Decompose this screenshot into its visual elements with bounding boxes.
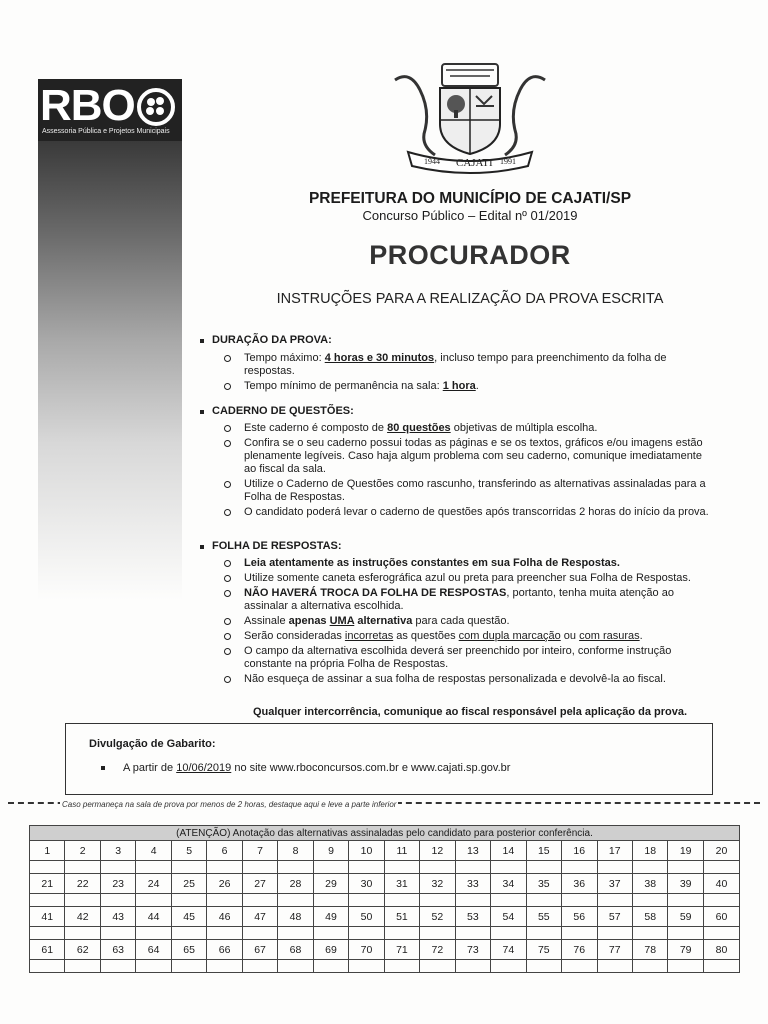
answer-row xyxy=(30,960,740,973)
answer-cell[interactable] xyxy=(491,927,526,940)
answer-cell[interactable] xyxy=(171,894,206,907)
answer-sheet-header: (ATENÇÃO) Anotação das alternativas assinaladas pelo candidato para posterior conferência. xyxy=(30,826,740,841)
section-heading xyxy=(200,334,710,347)
logo-circle-icon xyxy=(136,87,176,127)
answer-cell[interactable] xyxy=(242,861,277,874)
number-row xyxy=(30,874,740,894)
list-item: Assinale apenas UMA alternativa para cada questão. xyxy=(200,615,710,628)
list-item: Tempo máximo: 4 horas e 30 minutos, incluso tempo para preenchimento da folha de respostas. xyxy=(200,352,710,378)
answer-cell[interactable] xyxy=(455,894,490,907)
question-number-cell: 65 xyxy=(171,940,206,960)
question-number-cell: 53 xyxy=(455,907,490,927)
answer-cell[interactable] xyxy=(420,927,455,940)
answer-cell[interactable] xyxy=(100,861,135,874)
answer-cell[interactable] xyxy=(384,960,419,973)
question-number-cell: 67 xyxy=(242,940,277,960)
answer-cell[interactable] xyxy=(491,861,526,874)
question-number-cell: 35 xyxy=(526,874,561,894)
question-number-cell: 27 xyxy=(242,874,277,894)
answer-cell[interactable] xyxy=(703,927,739,940)
question-number-cell: 79 xyxy=(668,940,703,960)
circle-bullet-icon xyxy=(224,509,231,516)
answer-cell[interactable] xyxy=(668,861,703,874)
circle-bullet-icon xyxy=(224,481,231,488)
section-title: CADERNO DE QUESTÕES: xyxy=(212,405,354,417)
answer-cell[interactable] xyxy=(100,894,135,907)
answer-cell[interactable] xyxy=(420,960,455,973)
answer-cell[interactable] xyxy=(278,927,313,940)
question-number-cell: 57 xyxy=(597,907,632,927)
logo-text: RBO xyxy=(40,81,135,130)
question-number-cell: 19 xyxy=(668,841,703,861)
answer-cell[interactable] xyxy=(455,927,490,940)
question-number-cell: 16 xyxy=(562,841,597,861)
question-number-cell: 60 xyxy=(703,907,739,927)
list-item: Leia atentamente as instruções constantes em sua Folha de Respostas. xyxy=(200,557,710,570)
question-number-cell: 28 xyxy=(278,874,313,894)
crest-right-year: 1991 xyxy=(500,157,516,166)
answer-cell[interactable] xyxy=(207,894,242,907)
answer-cell[interactable] xyxy=(136,960,171,973)
answer-row xyxy=(30,927,740,940)
answer-cell[interactable] xyxy=(30,894,65,907)
question-number-cell: 69 xyxy=(313,940,348,960)
answer-cell[interactable] xyxy=(100,960,135,973)
answer-cell[interactable] xyxy=(136,927,171,940)
answer-cell[interactable] xyxy=(668,960,703,973)
question-number-cell: 39 xyxy=(668,874,703,894)
question-number-cell: 45 xyxy=(171,907,206,927)
question-number-cell: 58 xyxy=(632,907,667,927)
question-number-cell: 6 xyxy=(207,841,242,861)
section-folha xyxy=(200,540,710,686)
answer-cell[interactable] xyxy=(30,861,65,874)
list-item: Não esqueça de assinar a sua folha de respostas personalizada e devolvê-la ao fiscal. xyxy=(200,673,710,686)
question-number-cell: 64 xyxy=(136,940,171,960)
question-number-cell: 1 xyxy=(30,841,65,861)
question-number-cell: 21 xyxy=(30,874,65,894)
question-number-cell: 40 xyxy=(703,874,739,894)
circle-bullet-icon xyxy=(224,440,231,447)
answer-cell[interactable] xyxy=(171,960,206,973)
answer-cell[interactable] xyxy=(703,960,739,973)
question-number-cell: 48 xyxy=(278,907,313,927)
question-number-cell: 47 xyxy=(242,907,277,927)
bullet-icon xyxy=(101,766,105,770)
question-number-cell: 22 xyxy=(65,874,100,894)
circle-bullet-icon xyxy=(224,425,231,432)
circle-bullet-icon xyxy=(224,560,231,567)
circle-bullet-icon xyxy=(224,618,231,625)
question-number-cell: 68 xyxy=(278,940,313,960)
answer-cell[interactable] xyxy=(65,861,100,874)
answer-cell[interactable] xyxy=(136,861,171,874)
section-title: FOLHA DE RESPOSTAS: xyxy=(212,540,342,552)
answer-cell[interactable] xyxy=(207,960,242,973)
question-number-cell: 31 xyxy=(384,874,419,894)
instructions-title: INSTRUÇÕES PARA A REALIZAÇÃO DA PROVA ESCRITA xyxy=(276,291,664,307)
question-number-cell: 36 xyxy=(562,874,597,894)
answer-cell[interactable] xyxy=(100,927,135,940)
answer-cell[interactable] xyxy=(491,894,526,907)
rbo-logo xyxy=(38,79,182,141)
answer-cell[interactable] xyxy=(278,861,313,874)
answer-sheet-table xyxy=(29,825,740,973)
answer-cell[interactable] xyxy=(171,861,206,874)
list-item: O candidato poderá levar o caderno de questões após transcorridas 2 horas do início da prova. xyxy=(200,506,710,519)
section-heading xyxy=(200,405,710,418)
question-number-cell: 9 xyxy=(313,841,348,861)
answer-cell[interactable] xyxy=(597,927,632,940)
answer-cell[interactable] xyxy=(207,861,242,874)
question-number-cell: 52 xyxy=(420,907,455,927)
answer-row xyxy=(30,894,740,907)
question-number-cell: 71 xyxy=(384,940,419,960)
answer-cell[interactable] xyxy=(420,861,455,874)
circle-bullet-icon xyxy=(224,355,231,362)
question-number-cell: 70 xyxy=(349,940,384,960)
crest-name: CAJATI xyxy=(456,157,493,169)
question-number-cell: 34 xyxy=(491,874,526,894)
question-number-cell: 2 xyxy=(65,841,100,861)
question-number-cell: 11 xyxy=(384,841,419,861)
logo-subtitle: Assessoria Pública e Projetos Municipais xyxy=(42,128,170,135)
list-item: Tempo mínimo de permanência na sala: 1 hora. xyxy=(200,380,710,393)
question-number-cell: 42 xyxy=(65,907,100,927)
question-number-cell: 72 xyxy=(420,940,455,960)
question-number-cell: 3 xyxy=(100,841,135,861)
answer-cell[interactable] xyxy=(597,861,632,874)
circle-bullet-icon xyxy=(224,676,231,683)
section-heading xyxy=(200,540,710,553)
list-item: Utilize o Caderno de Questões como rascunho, transferindo as alternativas assinaladas para a Folha de Respostas. xyxy=(200,478,710,504)
answer-cell[interactable] xyxy=(313,894,348,907)
answer-cell[interactable] xyxy=(632,960,667,973)
answer-cell[interactable] xyxy=(562,960,597,973)
bullet-icon xyxy=(200,545,204,549)
answer-cell[interactable] xyxy=(384,927,419,940)
question-number-cell: 15 xyxy=(526,841,561,861)
answer-cell[interactable] xyxy=(313,861,348,874)
cut-line-text: Caso permaneça na sala de prova por menos de 2 horas, destaque aqui e leve a parte inferior xyxy=(62,800,397,809)
answer-cell[interactable] xyxy=(384,861,419,874)
question-number-cell: 29 xyxy=(313,874,348,894)
circle-bullet-icon xyxy=(224,633,231,640)
question-number-cell: 10 xyxy=(349,841,384,861)
answer-cell[interactable] xyxy=(668,927,703,940)
answer-cell[interactable] xyxy=(349,927,384,940)
answer-cell[interactable] xyxy=(136,894,171,907)
question-number-cell: 23 xyxy=(100,874,135,894)
answer-cell[interactable] xyxy=(207,927,242,940)
question-number-cell: 13 xyxy=(455,841,490,861)
question-number-cell: 26 xyxy=(207,874,242,894)
question-number-cell: 4 xyxy=(136,841,171,861)
answer-cell[interactable] xyxy=(562,927,597,940)
left-gradient-strip xyxy=(38,79,182,600)
list-item: Serão consideradas incorretas as questões com dupla marcação ou com rasuras. xyxy=(200,630,710,643)
answer-cell[interactable] xyxy=(242,894,277,907)
section-duracao xyxy=(200,334,710,393)
number-row xyxy=(30,907,740,927)
question-number-cell: 33 xyxy=(455,874,490,894)
answer-cell[interactable] xyxy=(242,927,277,940)
role-title: PROCURADOR xyxy=(369,240,571,270)
list-item: NÃO HAVERÁ TROCA DA FOLHA DE RESPOSTAS, portanto, tenha muita atenção ao assinalar a alternativa escolhida. xyxy=(200,587,710,613)
answer-cell[interactable] xyxy=(384,894,419,907)
list-item: Utilize somente caneta esferográfica azul ou preta para preencher sua Folha de Respostas. xyxy=(200,572,710,585)
answer-cell[interactable] xyxy=(632,861,667,874)
gabarito-item: A partir de 10/06/2019 no site www.rboconcursos.com.br e www.cajati.sp.gov.br xyxy=(101,762,510,774)
question-number-cell: 5 xyxy=(171,841,206,861)
number-row xyxy=(30,940,740,960)
answer-cell[interactable] xyxy=(30,927,65,940)
question-number-cell: 41 xyxy=(30,907,65,927)
question-number-cell: 51 xyxy=(384,907,419,927)
bullet-icon xyxy=(200,339,204,343)
question-number-cell: 50 xyxy=(349,907,384,927)
answer-cell[interactable] xyxy=(313,960,348,973)
question-number-cell: 55 xyxy=(526,907,561,927)
answer-cell[interactable] xyxy=(349,861,384,874)
question-number-cell: 49 xyxy=(313,907,348,927)
answer-cell[interactable] xyxy=(703,861,739,874)
question-number-cell: 63 xyxy=(100,940,135,960)
answer-cell[interactable] xyxy=(526,861,561,874)
answer-cell[interactable] xyxy=(526,927,561,940)
question-number-cell: 32 xyxy=(420,874,455,894)
question-number-cell: 78 xyxy=(632,940,667,960)
list-item: Confira se o seu caderno possui todas as páginas e se os textos, gráficos e/ou imagens estão plenamente legíveis. Caso haja algum problema com seu caderno, comunique imediatamente ao fiscal da sala. xyxy=(200,437,710,476)
question-number-cell: 80 xyxy=(703,940,739,960)
answer-cell[interactable] xyxy=(65,894,100,907)
question-number-cell: 74 xyxy=(491,940,526,960)
list-item: Este caderno é composto de 80 questões objetivas de múltipla escolha. xyxy=(200,422,710,435)
answer-cell[interactable] xyxy=(349,960,384,973)
answer-cell[interactable] xyxy=(30,960,65,973)
section-title: DURAÇÃO DA PROVA: xyxy=(212,334,332,346)
question-number-cell: 54 xyxy=(491,907,526,927)
crest-left-year: 1944 xyxy=(424,157,440,166)
question-number-cell: 7 xyxy=(242,841,277,861)
answer-cell[interactable] xyxy=(455,960,490,973)
answer-row xyxy=(30,861,740,874)
question-number-cell: 20 xyxy=(703,841,739,861)
question-number-cell: 14 xyxy=(491,841,526,861)
question-number-cell: 75 xyxy=(526,940,561,960)
answer-cell[interactable] xyxy=(278,960,313,973)
concurso-subtitle: Concurso Público – Edital nº 01/2019 xyxy=(362,208,578,223)
circle-bullet-icon xyxy=(224,590,231,597)
answer-cell[interactable] xyxy=(278,894,313,907)
question-number-cell: 37 xyxy=(597,874,632,894)
answer-cell[interactable] xyxy=(632,894,667,907)
question-number-cell: 59 xyxy=(668,907,703,927)
answer-cell[interactable] xyxy=(526,960,561,973)
answer-cell[interactable] xyxy=(420,894,455,907)
answer-cell[interactable] xyxy=(562,894,597,907)
answer-cell[interactable] xyxy=(562,861,597,874)
question-number-cell: 24 xyxy=(136,874,171,894)
question-number-cell: 8 xyxy=(278,841,313,861)
question-number-cell: 17 xyxy=(597,841,632,861)
question-number-cell: 73 xyxy=(455,940,490,960)
question-number-cell: 18 xyxy=(632,841,667,861)
answer-cell[interactable] xyxy=(171,927,206,940)
answer-cell[interactable] xyxy=(703,894,739,907)
answer-cell[interactable] xyxy=(491,960,526,973)
number-row xyxy=(30,841,740,861)
question-number-cell: 66 xyxy=(207,940,242,960)
question-number-cell: 30 xyxy=(349,874,384,894)
answer-cell[interactable] xyxy=(455,861,490,874)
question-number-cell: 56 xyxy=(562,907,597,927)
answer-cell[interactable] xyxy=(597,894,632,907)
circle-bullet-icon xyxy=(224,648,231,655)
answer-cell[interactable] xyxy=(668,894,703,907)
answer-cell[interactable] xyxy=(242,960,277,973)
prefeitura-title: PREFEITURA DO MUNICÍPIO DE CAJATI/SP xyxy=(308,190,632,207)
question-number-cell: 43 xyxy=(100,907,135,927)
list-item: O campo da alternativa escolhida deverá ser preenchido por inteiro, conforme instrução constante na própria Folha de Respostas. xyxy=(200,645,710,671)
final-note: Qualquer intercorrência, comunique ao fiscal responsável pela aplicação da prova. xyxy=(252,706,688,718)
answer-cell[interactable] xyxy=(313,927,348,940)
question-number-cell: 38 xyxy=(632,874,667,894)
answer-cell[interactable] xyxy=(632,927,667,940)
question-number-cell: 25 xyxy=(171,874,206,894)
answer-cell[interactable] xyxy=(65,960,100,973)
gabarito-box xyxy=(65,723,713,795)
answer-cell[interactable] xyxy=(597,960,632,973)
answer-cell[interactable] xyxy=(526,894,561,907)
question-number-cell: 77 xyxy=(597,940,632,960)
section-caderno xyxy=(200,405,710,519)
question-number-cell: 61 xyxy=(30,940,65,960)
circle-bullet-icon xyxy=(224,575,231,582)
answer-cell[interactable] xyxy=(349,894,384,907)
bullet-icon xyxy=(200,410,204,414)
question-number-cell: 62 xyxy=(65,940,100,960)
cajati-crest-icon xyxy=(390,60,550,180)
gabarito-title: Divulgação de Gabarito: xyxy=(89,738,216,750)
question-number-cell: 12 xyxy=(420,841,455,861)
question-number-cell: 76 xyxy=(562,940,597,960)
circle-bullet-icon xyxy=(224,383,231,390)
question-number-cell: 44 xyxy=(136,907,171,927)
question-number-cell: 46 xyxy=(207,907,242,927)
answer-cell[interactable] xyxy=(65,927,100,940)
